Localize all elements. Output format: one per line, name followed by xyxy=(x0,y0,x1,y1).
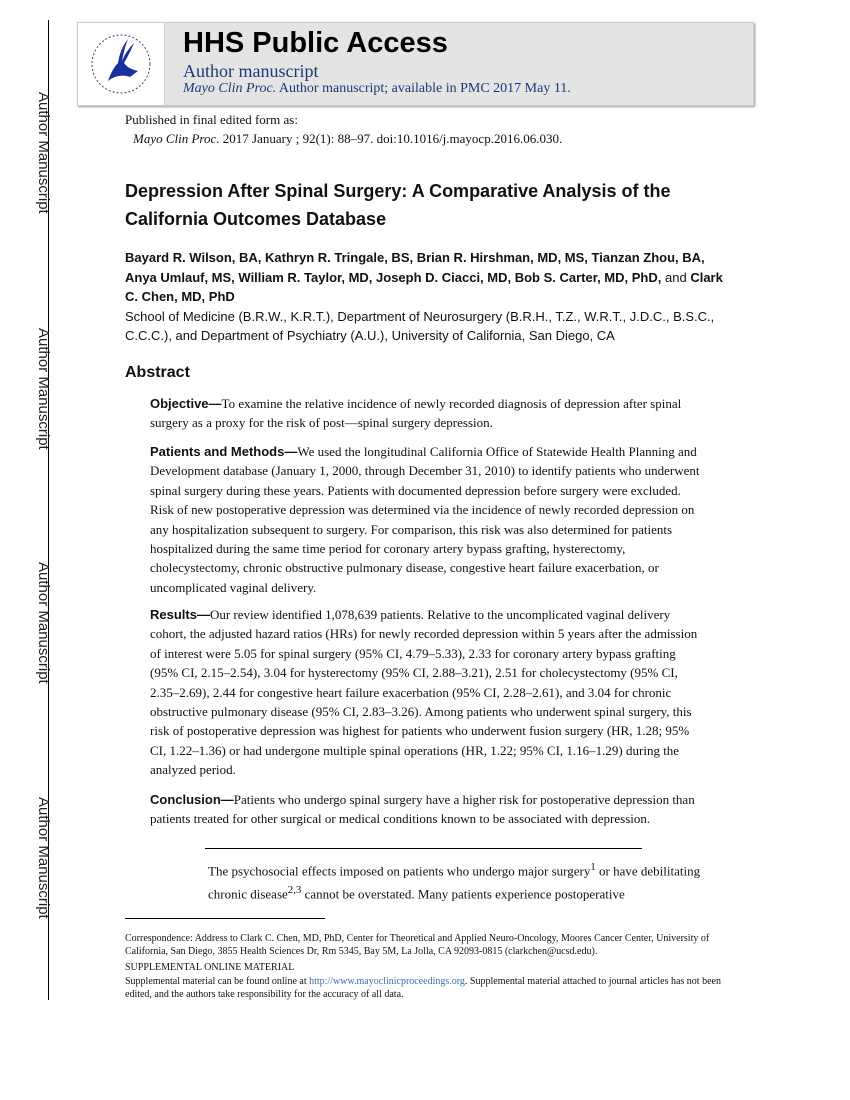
correspondence: Correspondence: Address to Clark C. Chen, MD, PhD, Center for Theoretical and Applied Neuro-Oncology, Moores Cancer Center, University of California, San Diego, 3855 Health Sciences Dr, Rm 5345, Bay 5M, La Jolla, CA 92093-0815 (clarkchen@ucsd.edu). xyxy=(125,933,710,957)
author-manuscript-label: Author Manuscript xyxy=(35,562,52,684)
availability-text: Author manuscript; available in PMC 2017 May 11. xyxy=(278,81,571,96)
conclusion-text: Patients who undergo spinal surgery have a higher risk for postoperative depression than patients treated for other surgical or medical conditions known to be associated with depression. xyxy=(150,792,695,827)
results-text: Our review identified 1,078,639 patients. Relative to the uncomplicated vaginal delivery cohort, the adjusted hazard ratios (HRs) for newly recorded depression within 5 years after the admission of interest were 5.05 for spinal surgery (95% CI, 4.79–5.33), 2.33 for coronary artery bypass grafting (95% CI, 2.15–2.54), 3.04 for hysterectomy (95% CI, 2.88–3.21), 2.51 for cholecystectomy (95% CI, 2.35–2.69), 2.44 for congestive heart failure exacerbation (95% CI, 2.28–2.61), and 3.04 for chronic obstructive pulmonary disease (95% CI, 2.83–3.26). Among patients who underwent spinal surgery, this risk of postoperative depression was highest for patients who underwent fusion surgery (HR, 1.28; 95% CI, 1.22–1.36) or had undergone multiple spinal operations (HR, 1.22; 95% CI, 1.16–1.29) during the analyzed period. xyxy=(150,607,698,778)
author-last: Clark C. Chen, MD, PhD xyxy=(125,269,723,305)
affiliation: School of Medicine (B.R.W., K.R.T.), Department of Neurosurgery (B.R.H., T.Z., W.R.T., J.D.C., B.S.C., C.C.C.), and Department of Psychiatry (A.U.), University of California, San Diego, CA xyxy=(125,308,715,344)
body-text-part: The psychosocial effects imposed on patients who undergo major surgery xyxy=(208,863,591,879)
supplemental-heading: SUPPLEMENTAL ONLINE MATERIAL xyxy=(125,962,295,973)
author-manuscript-label: Author Manuscript xyxy=(35,797,52,919)
journal-name: Mayo Clin Proc. xyxy=(183,81,277,96)
objective-text: To examine the relative incidence of newly recorded diagnosis of depression after spinal surgery as a proxy for the risk of post—spinal surgery depression. xyxy=(150,396,682,431)
header-subtitle: Author manuscript xyxy=(183,61,319,81)
author-list: Bayard R. Wilson, BA, Kathryn R. Tringale, BS, Brian R. Hirshman, MD, MS, Tianzan Zhou, BA, Anya Umlauf, MS, William R. Taylor, MD, Joseph D. Ciacci, MD, Bob S. Carter, MD, PhD, xyxy=(125,250,705,285)
authors xyxy=(125,248,725,346)
published-info xyxy=(125,110,562,148)
header-title: HHS Public Access xyxy=(183,27,448,59)
methods-text: We used the longitudinal California Office of Statewide Health Planning and Development database (January 1, 2000, through December 31, 2010) to identify patients who underwent spinal surgery during these years. Patients with documented depression before surgery were excluded. Risk of new postoperative depression was determined via the incidence of newly recorded depression on any hospitalization subsequent to surgery. For comparison, this risk was also determined for patients hospitalized during the same time period for coronary artery bypass grafting, hysterectomy, cholecystectomy, chronic obstructive pulmonary disease, congestive heart failure exacerbation, or uncomplicated vaginal delivery. xyxy=(150,444,700,595)
footnote-divider xyxy=(125,918,325,919)
header-availability xyxy=(183,81,571,97)
supp-text: Supplemental material can be found online at xyxy=(125,976,310,987)
objective-label: Objective— xyxy=(150,396,222,411)
conclusion-label: Conclusion— xyxy=(150,792,234,807)
abstract-objective xyxy=(150,394,700,433)
supplemental-note xyxy=(125,975,725,1001)
citation-ref: 1 xyxy=(590,861,596,873)
abstract-methods xyxy=(150,442,700,597)
journal-name: Mayo Clin Proc. xyxy=(133,131,220,146)
citation-ref: 2,3 xyxy=(287,883,302,896)
supp-text: . Supplemental material attached to journal articles has not been edited, and the authors take responsibility for the accuracy of all data. xyxy=(125,976,721,1000)
hhs-header xyxy=(77,22,754,106)
divider xyxy=(205,848,642,849)
citation: 2017 January ; 92(1): 88–97. doi:10.1016/j.mayocp.2016.06.030. xyxy=(222,131,563,146)
body-text-part: cannot be overstated. Many patients experience postoperative xyxy=(301,886,625,902)
hhs-logo-icon xyxy=(78,23,165,105)
body-text-part: or have debilitating chronic disease xyxy=(208,863,701,902)
article-title: Depression After Spinal Surgery: A Comparative Analysis of the California Outcomes Database xyxy=(125,181,671,229)
results-label: Results— xyxy=(150,607,210,622)
abstract-heading: Abstract xyxy=(125,364,190,381)
author-manuscript-label: Author Manuscript xyxy=(35,328,52,450)
author-and: and xyxy=(664,269,687,285)
abstract-conclusion xyxy=(150,790,700,829)
author-manuscript-label: Author Manuscript xyxy=(35,92,52,214)
body-text xyxy=(208,858,728,903)
methods-label: Patients and Methods— xyxy=(150,444,298,459)
abstract-results xyxy=(150,605,700,780)
supplemental-link[interactable]: http://www.mayoclinicproceedings.org xyxy=(309,976,465,987)
published-label: Published in final edited form as: xyxy=(125,112,298,127)
